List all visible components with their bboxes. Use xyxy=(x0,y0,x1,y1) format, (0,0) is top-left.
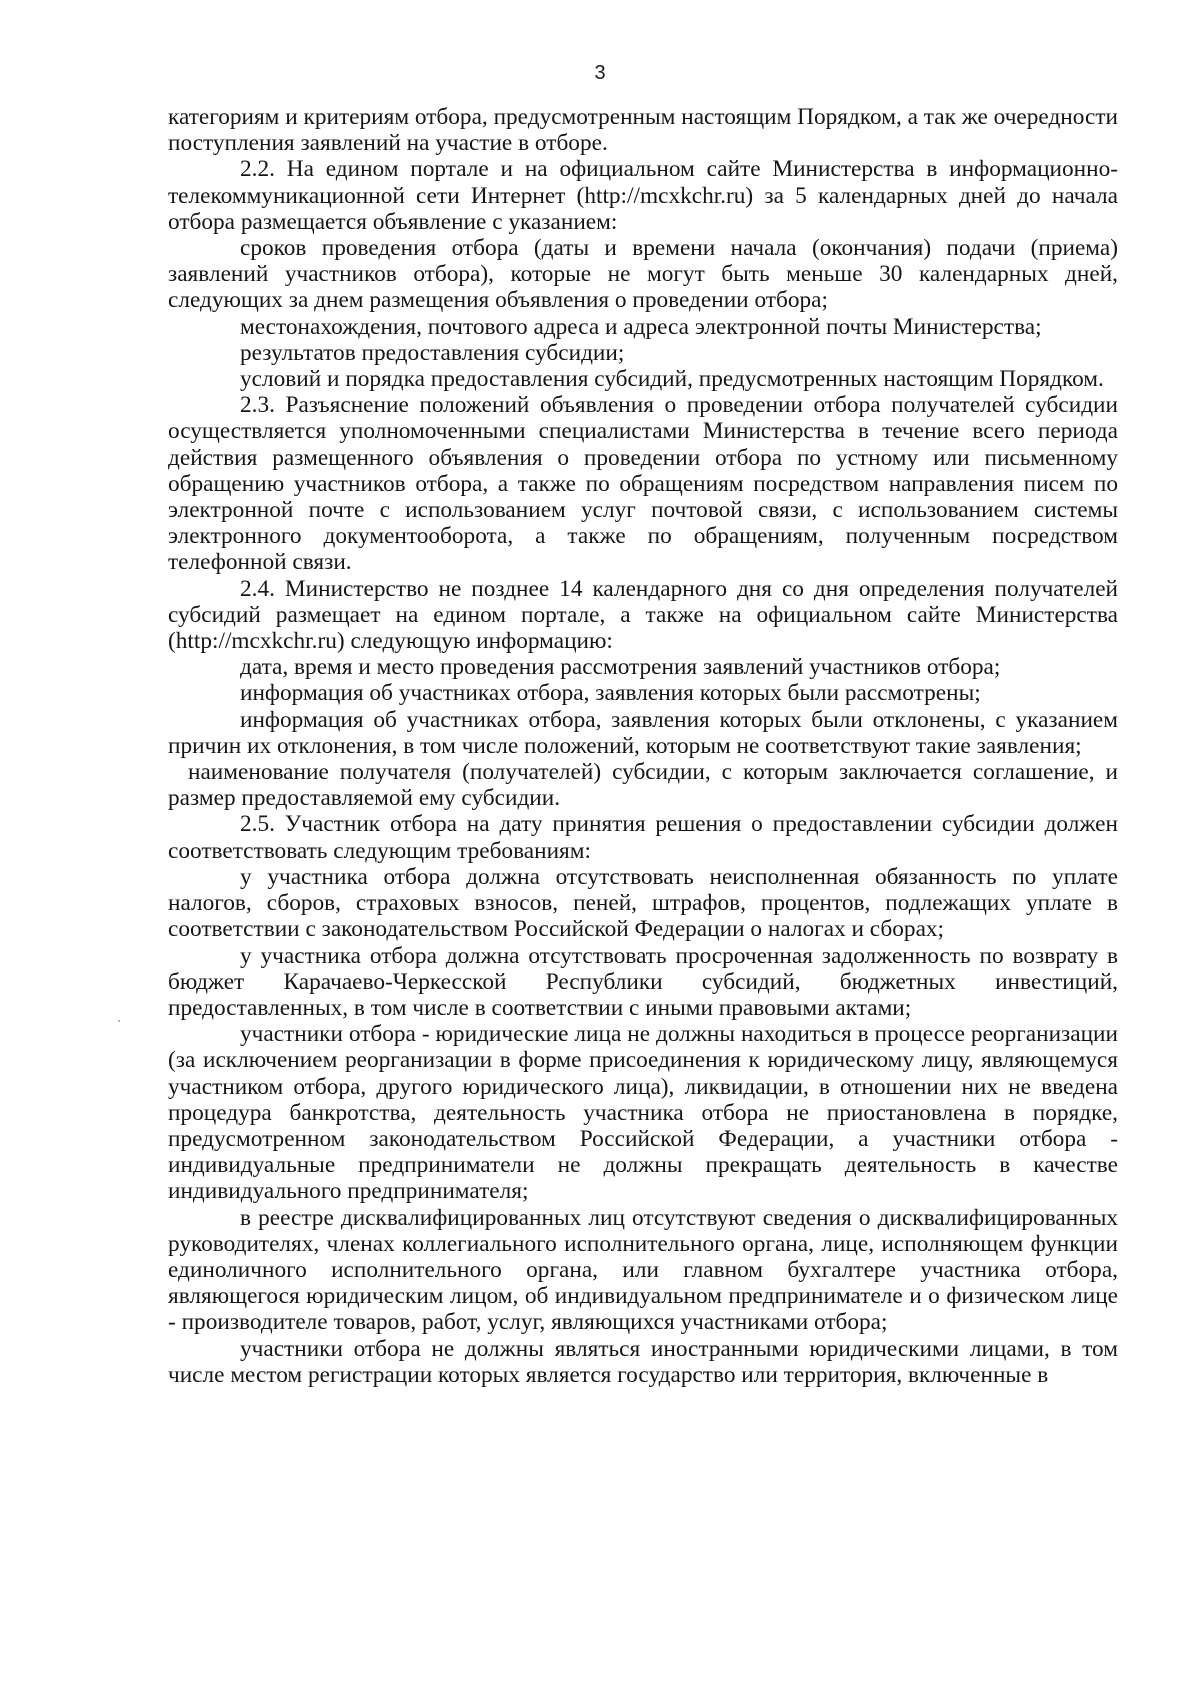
paragraph: сроков проведения отбора (даты и времени начала (окончания) подачи (приема) заявлений участников отбора), которые не могут быть меньше 30 календарных дней, следующих за днем размещения объявления о проведении отбора; xyxy=(168,235,1118,314)
paragraph: 2.3. Разъяснение положений объявления о проведении отбора получателей субсидии осуществляется уполномоченными специалистами Министерства в течение всего периода действия размещенного объявления о проведении отбора по устному или письменному обращению участников отбора, а также по обращениям посредством направления писем по электронной почте с использованием услуг почтовой связи, с использованием системы электронного документооборота, а также по обращениям, полученным посредством телефонной связи. xyxy=(168,392,1118,576)
paragraph: условий и порядка предоставления субсидий, предусмотренных настоящим Порядком. xyxy=(240,366,1104,393)
paragraph: местонахождения, почтового адреса и адреса электронной почты Министерства; xyxy=(240,313,1042,340)
paragraph: наименование получателя (получателей) субсидии, с которым заключается соглашение, и размер предоставляемой ему субсидии. xyxy=(168,759,1118,812)
scan-speck xyxy=(118,1020,120,1022)
paragraph: категориям и критериям отбора, предусмотренным настоящим Порядком, а так же очередности поступления заявлений на участие в отборе. xyxy=(168,104,1118,157)
paragraph: 2.5. Участник отбора на дату принятия решения о предоставлении субсидии должен соответствовать следующим требованиям: xyxy=(168,811,1118,864)
paragraph: информация об участниках отбора, заявления которых были рассмотрены; xyxy=(240,680,981,707)
paragraph: 2.4. Министерство не позднее 14 календарного дня со дня определения получателей субсидий размещает на едином портале, а также на официальном сайте Министерства (http://mcxkchr.ru) следующую информацию: xyxy=(168,575,1118,655)
paragraph: дата, время и место проведения рассмотрения заявлений участников отбора; xyxy=(240,654,1001,681)
paragraph: у участника отбора должна отсутствовать неисполненная обязанность по уплате налогов, сборов, страховых взносов, пеней, штрафов, процентов, подлежащих уплате в соответствии с законодательством Российской Федерации о налогах и сборах; xyxy=(168,863,1118,943)
paragraph: 2.2. На едином портале и на официальном сайте Министерства в информационно-телекоммуникационной сети Интернет (http://mcxkchr.ru) за 5 календарных дней до начала отбора размещается объявление с указанием: xyxy=(168,156,1118,235)
paragraph: информация об участниках отбора, заявления которых были отклонены, с указанием причин их отклонения, в том числе положений, которым не соответствуют такие заявления; xyxy=(168,706,1118,759)
paragraph: участники отбора не должны являться иностранными юридическими лицами, в том числе местом регистрации которых является государство или территория, включенные в xyxy=(168,1335,1118,1388)
paragraph: в реестре дисквалифицированных лиц отсутствуют сведения о дисквалифицированных руководителях, членах коллегиального исполнительного органа, лице, исполняющем функции единоличного исполнительного органа, или главном бухгалтере участника отбора, являющегося юридическим лицом, об индивидуальном предпринимателе и о физическом лице - производителе товаров, работ, услуг, являющихся участниками отбора; xyxy=(168,1204,1118,1336)
paragraph: у участника отбора должна отсутствовать просроченная задолженность по возврату в бюджет Карачаево-Черкесской Республики субсидий, бюджетных инвестиций, предоставленных, в том числе в соответствии с иными правовыми актами; xyxy=(168,942,1118,1021)
paragraph: участники отбора - юридические лица не должны находиться в процессе реорганизации (за исключением реорганизации в форме присоединения к юридическому лицу, являющемуся участником отбора, другого юридического лица), ликвидации, в отношении них не введена процедура банкротства, деятельность участника отбора не приостановлена в порядке, предусмотренном законодательством Российской Федерации, а участники отбора - индивидуальные предприниматели не должны прекращать деятельность в качестве индивидуального предпринимателя; xyxy=(168,1021,1118,1205)
page-number: 3 xyxy=(594,62,606,84)
paragraph: результатов предоставления субсидии; xyxy=(240,339,625,366)
document-body xyxy=(168,104,1118,1388)
